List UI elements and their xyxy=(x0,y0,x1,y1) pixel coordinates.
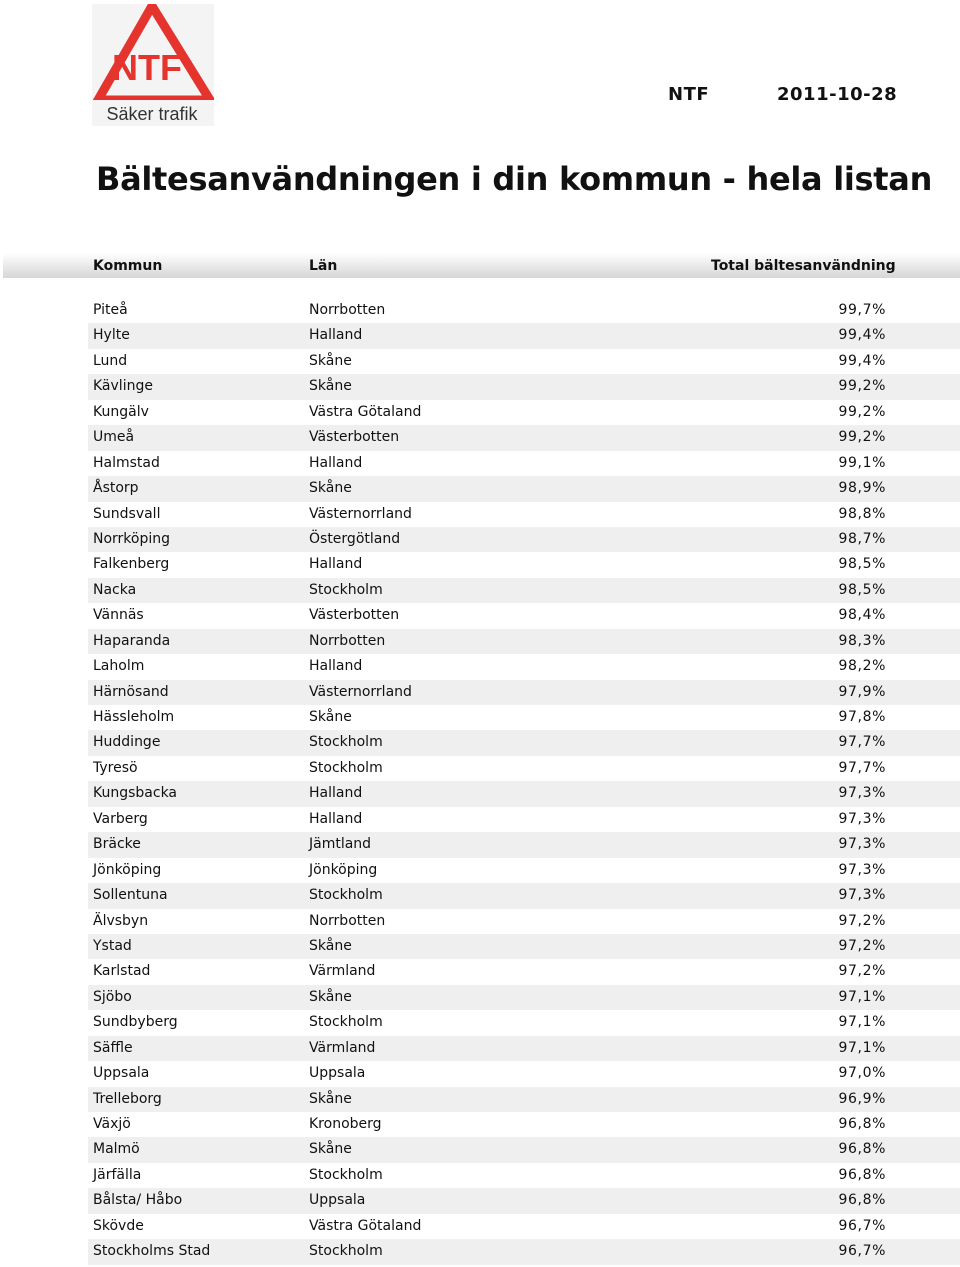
kommun-cell: Åstorp xyxy=(93,480,139,497)
kommun-cell: Hässleholm xyxy=(93,709,175,725)
belt-usage-cell: 97,3% xyxy=(838,861,886,878)
kommun-cell: Säffle xyxy=(93,1039,133,1056)
svg-text:NTF: NTF xyxy=(112,47,182,88)
kommun-cell: Falkenberg xyxy=(93,556,170,573)
kommun-cell: Sundsvall xyxy=(93,505,161,522)
table-row xyxy=(88,1061,960,1086)
kommun-cell: Tyresö xyxy=(93,759,138,776)
table-row xyxy=(88,349,960,374)
table-row xyxy=(88,1188,960,1213)
table-row xyxy=(88,527,960,552)
lan-cell: Skåne xyxy=(309,352,352,369)
table-row xyxy=(88,374,960,399)
lan-cell: Stockholm xyxy=(309,734,383,751)
kommun-cell: Hylte xyxy=(93,327,130,344)
lan-cell: Kronoberg xyxy=(309,1116,382,1132)
belt-usage-cell: 96,8% xyxy=(838,1192,886,1209)
table-row xyxy=(88,578,960,603)
lan-cell: Uppsala xyxy=(309,1192,366,1209)
belt-usage-cell: 98,3% xyxy=(838,632,886,649)
belt-usage-cell: 98,8% xyxy=(838,505,886,522)
table-row xyxy=(88,552,960,577)
belt-usage-cell: 97,2% xyxy=(838,963,886,980)
table-row xyxy=(88,451,960,476)
kommun-cell: Uppsala xyxy=(93,1065,150,1082)
kommun-cell: Malmö xyxy=(93,1141,140,1158)
belt-usage-cell: 97,1% xyxy=(838,988,886,1005)
table-row xyxy=(88,1137,960,1162)
table-row xyxy=(88,934,960,959)
lan-cell: Halland xyxy=(309,810,363,827)
table-row xyxy=(88,985,960,1010)
table-header xyxy=(3,253,960,278)
table-row xyxy=(88,680,960,705)
belt-usage-cell: 97,3% xyxy=(838,810,886,827)
kommun-cell: Stockholms Stad xyxy=(93,1243,211,1260)
lan-cell: Jämtland xyxy=(309,836,372,853)
belt-usage-cell: 99,2% xyxy=(838,378,886,395)
kommun-cell: Bräcke xyxy=(93,836,141,853)
svg-text:Säker trafik: Säker trafik xyxy=(106,104,198,124)
belt-usage-cell: 97,1% xyxy=(838,1039,886,1056)
lan-cell: Stockholm xyxy=(309,1166,383,1183)
belt-usage-cell: 97,0% xyxy=(838,1065,886,1082)
kommun-cell: Skövde xyxy=(93,1217,144,1234)
table-row xyxy=(88,298,960,323)
belt-usage-cell: 96,8% xyxy=(838,1141,886,1158)
table-row xyxy=(88,476,960,501)
table-row xyxy=(88,502,960,527)
lan-cell: Västra Götaland xyxy=(309,1217,422,1234)
table-row xyxy=(88,1214,960,1239)
belt-usage-cell: 97,3% xyxy=(838,785,886,802)
kommun-cell: Piteå xyxy=(93,302,128,318)
table-row xyxy=(88,959,960,984)
belt-usage-cell: 97,2% xyxy=(838,937,886,954)
table-row xyxy=(88,1010,960,1035)
kommun-cell: Jönköping xyxy=(93,861,162,878)
belt-usage-cell: 97,7% xyxy=(838,734,886,751)
belt-usage-cell: 97,9% xyxy=(838,683,886,700)
table-row xyxy=(88,756,960,781)
belt-usage-cell: 96,8% xyxy=(838,1166,886,1183)
belt-usage-cell: 97,3% xyxy=(838,836,886,853)
belt-usage-cell: 98,5% xyxy=(838,581,886,598)
lan-cell: Västernorrland xyxy=(309,505,412,522)
ntf-logo-graphic xyxy=(92,4,214,126)
document-date: 2011-10-28 xyxy=(777,84,898,105)
table-row xyxy=(88,1087,960,1112)
lan-cell: Stockholm xyxy=(309,1243,383,1260)
kommun-cell: Härnösand xyxy=(93,683,169,700)
lan-cell: Skåne xyxy=(309,1141,352,1158)
belt-usage-cell: 96,9% xyxy=(838,1090,886,1107)
table-row xyxy=(88,1239,960,1264)
lan-cell: Jönköping xyxy=(309,861,378,878)
lan-cell: Skåne xyxy=(309,988,352,1005)
lan-cell: Värmland xyxy=(309,963,376,980)
kommun-cell: Kävlinge xyxy=(93,378,153,395)
kommun-cell: Kungsbacka xyxy=(93,785,178,802)
column-header-lan: Län xyxy=(309,258,338,274)
kommun-cell: Järfälla xyxy=(93,1166,142,1183)
belt-usage-cell: 99,7% xyxy=(838,302,886,318)
table-row xyxy=(88,654,960,679)
table-row xyxy=(88,909,960,934)
ntf-logo xyxy=(92,4,214,126)
kommun-cell: Laholm xyxy=(93,658,145,675)
belt-usage-cell: 99,1% xyxy=(838,454,886,471)
belt-usage-cell: 99,2% xyxy=(838,429,886,446)
lan-cell: Norrbotten xyxy=(309,632,386,649)
table-row xyxy=(88,323,960,348)
kommun-cell: Umeå xyxy=(93,429,135,446)
kommun-cell: Sjöbo xyxy=(93,988,132,1005)
belt-usage-cell: 97,8% xyxy=(838,709,886,725)
table-row xyxy=(88,629,960,654)
table-row xyxy=(88,883,960,908)
belt-usage-cell: 98,5% xyxy=(838,556,886,573)
belt-usage-cell: 98,4% xyxy=(838,607,886,624)
belt-usage-cell: 99,4% xyxy=(838,327,886,344)
kommun-cell: Varberg xyxy=(93,810,148,827)
table-row xyxy=(88,400,960,425)
belt-usage-cell: 99,2% xyxy=(838,403,886,420)
lan-cell: Skåne xyxy=(309,480,352,497)
lan-cell: Uppsala xyxy=(309,1065,366,1082)
kommun-cell: Sollentuna xyxy=(93,887,168,904)
lan-cell: Halland xyxy=(309,658,363,675)
table-row xyxy=(88,705,960,730)
lan-cell: Halland xyxy=(309,785,363,802)
lan-cell: Norrbotten xyxy=(309,912,386,929)
lan-cell: Halland xyxy=(309,327,363,344)
table-row xyxy=(88,832,960,857)
lan-cell: Skåne xyxy=(309,1090,352,1107)
table-row xyxy=(88,807,960,832)
kommun-cell: Haparanda xyxy=(93,632,171,649)
lan-cell: Stockholm xyxy=(309,1014,383,1031)
belt-usage-cell: 98,9% xyxy=(838,480,886,497)
lan-cell: Västra Götaland xyxy=(309,403,422,420)
belt-usage-cell: 97,1% xyxy=(838,1014,886,1031)
kommun-cell: Ystad xyxy=(93,937,132,954)
page-title: Bältesanvändningen i din kommun - hela listan xyxy=(96,160,933,198)
lan-cell: Norrbotten xyxy=(309,302,386,318)
lan-cell: Östergötland xyxy=(309,530,401,547)
kommun-cell: Växjö xyxy=(93,1116,131,1132)
kommun-cell: Trelleborg xyxy=(93,1090,162,1107)
lan-cell: Västerbotten xyxy=(309,607,400,624)
lan-cell: Stockholm xyxy=(309,581,383,598)
belt-usage-cell: 98,7% xyxy=(838,530,886,547)
kommun-cell: Bålsta/ Håbo xyxy=(93,1192,183,1209)
table-row xyxy=(88,781,960,806)
table-row xyxy=(88,1036,960,1061)
lan-cell: Stockholm xyxy=(309,887,383,904)
table-row xyxy=(88,425,960,450)
belt-usage-cell: 99,4% xyxy=(838,352,886,369)
kommun-cell: Halmstad xyxy=(93,454,160,471)
column-header-total: Total bältesanvändning xyxy=(711,258,896,274)
belt-usage-cell: 96,7% xyxy=(838,1243,886,1260)
belt-usage-cell: 97,3% xyxy=(838,887,886,904)
kommun-cell: Norrköping xyxy=(93,530,171,547)
kommun-cell: Nacka xyxy=(93,581,137,598)
belt-usage-cell: 98,2% xyxy=(838,658,886,675)
kommun-cell: Kungälv xyxy=(93,403,149,420)
table-row xyxy=(88,603,960,628)
belt-usage-cell: 96,7% xyxy=(838,1217,886,1234)
lan-cell: Västerbotten xyxy=(309,429,400,446)
belt-usage-cell: 97,7% xyxy=(838,759,886,776)
lan-cell: Skåne xyxy=(309,709,352,725)
kommun-cell: Karlstad xyxy=(93,963,151,980)
lan-cell: Värmland xyxy=(309,1039,376,1056)
belt-usage-cell: 97,2% xyxy=(838,912,886,929)
table-row xyxy=(88,1163,960,1188)
organization-name: NTF xyxy=(668,84,710,105)
lan-cell: Halland xyxy=(309,556,363,573)
lan-cell: Stockholm xyxy=(309,759,383,776)
lan-cell: Västernorrland xyxy=(309,683,412,700)
lan-cell: Halland xyxy=(309,454,363,471)
table-row xyxy=(88,1112,960,1137)
kommun-cell: Älvsbyn xyxy=(93,912,149,929)
column-header-kommun: Kommun xyxy=(93,258,163,274)
table-row xyxy=(88,730,960,755)
lan-cell: Skåne xyxy=(309,378,352,395)
kommun-cell: Sundbyberg xyxy=(93,1014,178,1031)
table-row xyxy=(88,858,960,883)
table-body xyxy=(88,298,960,1265)
belt-usage-cell: 96,8% xyxy=(838,1116,886,1132)
kommun-cell: Lund xyxy=(93,352,128,369)
kommun-cell: Huddinge xyxy=(93,734,161,751)
kommun-cell: Vännäs xyxy=(93,607,144,624)
lan-cell: Skåne xyxy=(309,937,352,954)
